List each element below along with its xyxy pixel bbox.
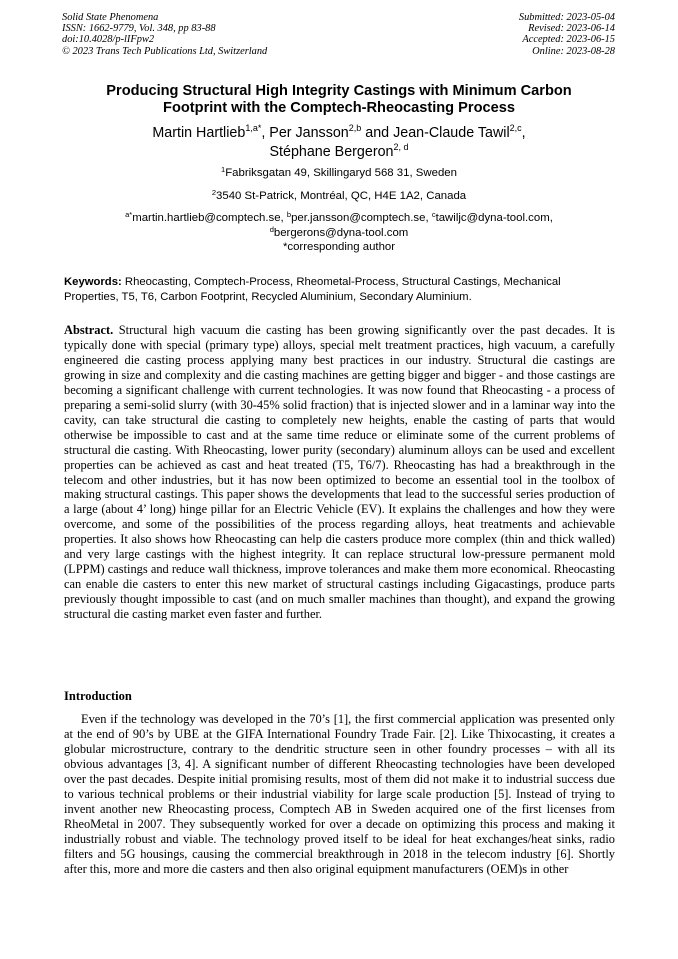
author-affiliation-mark: 2, d	[393, 142, 409, 152]
email-mark: d	[269, 224, 274, 234]
author-list	[64, 124, 614, 162]
paper-title-line-2: Footprint with the Comptech-Rheocasting Process	[163, 100, 515, 116]
abstract-label: Abstract.	[64, 323, 114, 337]
journal-copyright: © 2023 Trans Tech Publications Ltd, Switzerland	[62, 45, 268, 57]
email-mark: b	[286, 210, 292, 219]
author-name: Stéphane Bergeron	[269, 144, 394, 160]
affiliation-mark: 2	[211, 188, 217, 197]
keywords-text: Rheocasting, Comptech-Process, Rheometal-Process, Structural Castings, Mechanical Properties, T5, T6, Carbon Footprint, Recycled Aluminium, Secondary Aluminium.	[64, 276, 561, 303]
email-line-2	[64, 226, 614, 241]
journal-issn: ISSN: 1662-9779, Vol. 348, pp 83-88	[62, 23, 216, 35]
affiliation-2	[64, 189, 614, 203]
corresponding-author-note: *corresponding author	[282, 241, 396, 253]
keywords	[64, 275, 615, 304]
email-mark: a*	[125, 210, 133, 219]
journal-name: Solid State Phenomena	[62, 12, 159, 23]
accepted-date: Accepted: 2023-06-15	[522, 34, 615, 46]
author-line-1	[64, 124, 614, 143]
journal-info	[62, 12, 267, 57]
email-link[interactable]: martin.hartlieb@comptech.se	[132, 212, 281, 224]
author-emails	[64, 211, 614, 255]
author-separator: ,	[261, 125, 270, 141]
email-mark: c	[431, 210, 436, 219]
author-line-2	[64, 143, 614, 162]
email-link[interactable]: per.jansson@comptech.se	[291, 212, 426, 224]
author-affiliation-mark: 2,c	[509, 123, 522, 133]
email-link[interactable]: tawiljc@dyna-tool.com	[435, 212, 550, 224]
revised-date: Revised: 2023-06-14	[528, 23, 615, 35]
author-affiliation-mark: 2,b	[348, 123, 362, 133]
abstract-text: Structural high vacuum die casting has been growing significantly over the past decades. It is typically done with special (primary type) alloys, special melt treatment practices, high vacuum, a carefully engineered die casting process applying many best practices in our industry. Structural die castings are growing in size and complexity and die casting machines are getting bigger and bigger - and those castings are becoming a significant challenge with current technologies. It was now found that Rheocasting - a process of preparing a semi-solid slurry (with 30-45% solid fraction) that is injected slower and in a laminar way into the cavity, can take structural die casting to completely new heights, enable the casting of parts that would otherwise be impossible to cast and at the same time reduce or eliminate some of the current problems of structural die casting. With Rheocasting, lower purity (secondary) aluminum alloys can be used and excellent properties can be achieved as cast and heat treated (T5, T6/7). Rheocasting has had a breakthrough in the telecom and other industries, but it has now been optimized to become an essential tool in the toolbox of making structural castings. This paper shows the developments that lead to the successful series production of a large (about 4’ long) hinge pillar for an Electric Vehicle (EV). It explains the challenges and how they were overcome, and some of the possibilities of the process regarding alloys, heat treatments and achievable properties. It also shows how Rheocasting can help die casters produce more complex (thin and thick walled) and very large castings with the highest integrity. It can replace structural low-pressure permanent mold (LPPM) castings and reduce wall thickness, improve tolerances and make them more economical. Rheocasting can enable die casters to enter this new market of structural castings including Gigacastings, produce parts previously thought impossible to cast (and on much smaller machines than thought), and expand the growing structural die casting market even faster and further.	[64, 323, 615, 622]
author-name: Jean-Claude Tawil	[393, 125, 510, 141]
author-separator: ,	[521, 125, 526, 141]
affiliation-mark: 1	[221, 165, 226, 174]
introduction-paragraph: Even if the technology was developed in the 70’s [1], the first commercial application was presented only at the end of 90’s by UBE at the GIFA International Foundry Trade Fair. [2]. Like Thixocasting, it creates a globular microstructure, contrary to the dendritic structure seen in other foundry processes – with all its obvious advantages [3, 4]. A significant number of different Rheocasting technologies have been developed over the past decades. Despite initial promising results, most of them did not make it to industrial success due to various technical problems or their industrial viability for large scale production [5]. Instead of trying to invent another new Rheocasting process, Comptech AB in Sweden acquired one of the first licenses from RheoMetal in 2007. They subsequently worked for over a decade on optimizing this process and making it industrially robust and viable. The technology proved itself to be ideal for heat exchanges/heat sinks, radio filters and 5G housings, causing the commercial breakthrough in 2018 in the telecom industry [6]. Shortly after this, more and more die casters and then also original equipment manufacturers (OEM)s in other	[64, 712, 615, 876]
email-link[interactable]: bergerons@dyna-tool.com	[273, 226, 409, 239]
author-separator: and	[361, 125, 394, 141]
affiliation-1	[64, 166, 614, 180]
submitted-date: Submitted: 2023-05-04	[518, 12, 615, 23]
publication-dates	[519, 12, 615, 57]
author-name: Per Jansson	[269, 125, 349, 141]
author-affiliation-mark: 1,a*	[245, 123, 262, 133]
email-line-1: $^{a*}$martin.hartlieb@comptech.se, $^b$per.jansson@comptech.se, $^c$tawiljc@dyna-tool.com,	[125, 210, 553, 224]
author-name: Martin Hartlieb	[152, 125, 246, 141]
online-date: Online: 2023-08-28	[532, 45, 615, 57]
paper-title-line-1: Producing Structural High Integrity Castings with Minimum Carbon	[106, 83, 572, 99]
keywords-label: Keywords:	[64, 276, 122, 288]
section-heading-introduction: Introduction	[64, 689, 132, 703]
paper-title	[64, 83, 614, 117]
abstract	[64, 323, 615, 622]
journal-doi: doi:10.4028/p-lIFpw2	[62, 34, 155, 46]
affiliation-address: Fabriksgatan 49, Skillingaryd 568 31, Sweden	[225, 167, 457, 179]
affiliation-address: 3540 St-Patrick, Montréal, QC, H4E 1A2, Canada	[216, 190, 467, 202]
